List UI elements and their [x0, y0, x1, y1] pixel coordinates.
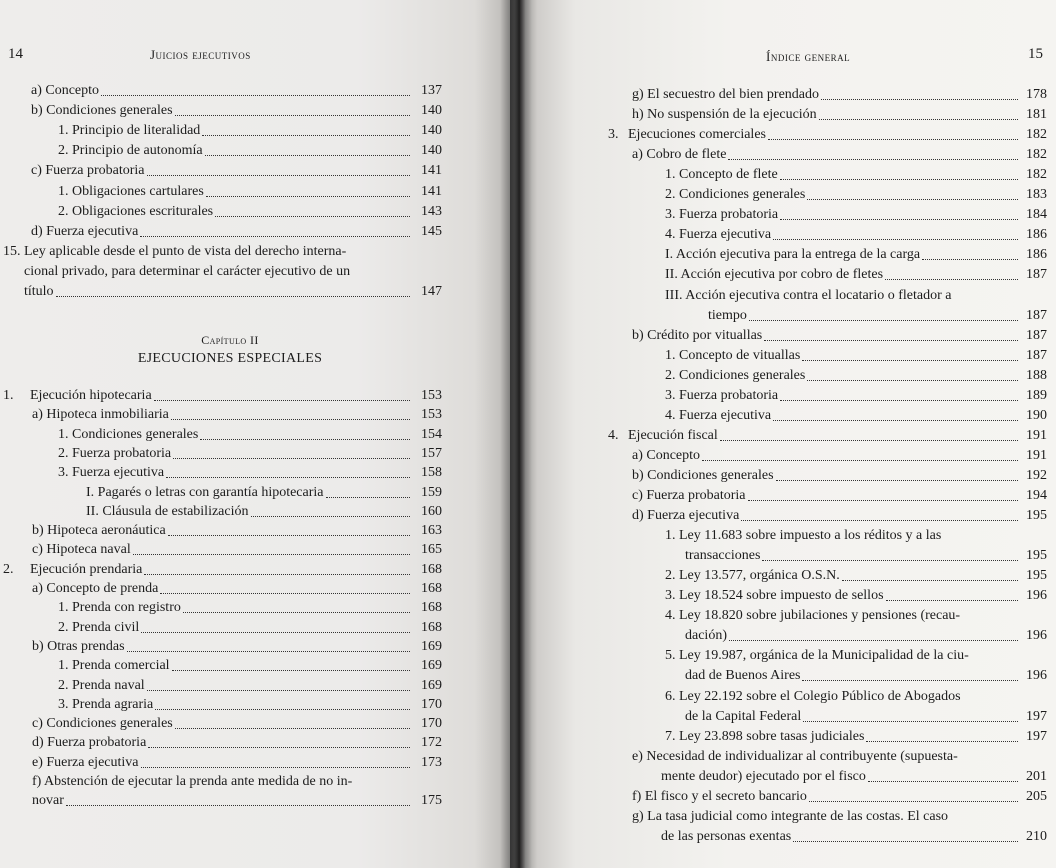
dot-leader	[171, 406, 410, 420]
toc-page-ref: 196	[1026, 628, 1047, 644]
dot-leader	[326, 484, 410, 498]
dot-leader	[168, 522, 410, 536]
toc-entry-label: b) Hipoteca aeronáutica	[32, 523, 166, 539]
toc-page-ref: 158	[421, 465, 442, 481]
toc-page-ref: 182	[1026, 127, 1047, 143]
toc-entry-label: 7. Ley 23.898 sobre tasas judiciales	[665, 728, 865, 744]
toc-page-ref: 153	[421, 388, 442, 403]
toc-entry-label: 2. Prenda civil	[58, 619, 140, 635]
running-head: Juicios ejecutivos	[150, 47, 251, 62]
toc-page-ref: 187	[1026, 327, 1047, 343]
toc-page-ref: 157	[421, 445, 442, 461]
page-number: 15	[1028, 46, 1043, 62]
toc-entry-label: 3. Ley 18.524 sobre impuesto de sellos	[665, 588, 884, 604]
dot-leader	[175, 102, 410, 116]
toc-page-ref: 192	[1026, 467, 1047, 483]
dot-leader	[886, 587, 1018, 601]
dot-leader	[172, 657, 410, 671]
toc-entry-label: c) Fuerza probatoria	[632, 488, 746, 503]
dot-leader	[773, 407, 1018, 421]
chapter-title: EJECUCIONES ESPECIALES	[137, 351, 323, 366]
dot-leader	[729, 627, 1018, 641]
dot-leader	[141, 619, 410, 633]
toc-entry-label: 2. Obligaciones escriturales	[58, 203, 214, 219]
toc-entry-label: dad de Buenos Aires	[685, 668, 801, 684]
toc-page-ref: 191	[1026, 447, 1047, 463]
dot-leader	[155, 696, 410, 710]
toc-entry-label: 6. Ley 22.192 sobre el Colegio Público de Abogados	[665, 688, 961, 704]
toc-page-ref: 194	[1026, 488, 1047, 503]
toc-page-ref: 195	[1026, 548, 1047, 564]
dot-leader	[819, 106, 1018, 120]
toc-page-ref: 165	[421, 542, 442, 558]
toc-entry-label: 1. Ley 11.683 sobre impuesto a los réditos y a las	[665, 528, 942, 544]
dot-leader	[741, 507, 1018, 521]
dot-leader	[175, 715, 410, 729]
toc-entry-label: tiempo	[708, 307, 747, 323]
toc-entry-label: 3. Fuerza probatoria	[665, 207, 779, 223]
dot-leader	[842, 567, 1018, 581]
toc-entry-label: a) Concepto de prenda	[32, 581, 159, 596]
chapter-label: Capítulo II	[201, 333, 259, 347]
toc-entry-label: II. Cláusula de estabilización	[86, 503, 249, 519]
dot-leader	[206, 183, 410, 197]
toc-page-ref: 163	[421, 523, 442, 539]
dot-leader	[780, 387, 1018, 401]
toc-entry-label: f) El fisco y el secreto bancario	[632, 788, 807, 804]
toc-entry-label: 1. Condiciones generales	[58, 426, 199, 442]
dot-leader	[821, 86, 1018, 100]
toc-entry-label: 2. Condiciones generales	[665, 367, 806, 383]
toc-entry-label: mente deudor) ejecutado por el fisco	[661, 768, 866, 784]
dot-leader	[66, 792, 410, 806]
toc-entry-label: 5. Ley 19.987, orgánica de la Municipalidad de la ciu-	[665, 648, 969, 664]
toc-entry-label: transacciones	[685, 548, 761, 564]
toc-page-ref: 140	[421, 123, 442, 139]
toc-entry-label: a) Concepto	[31, 83, 100, 98]
toc-page-ref: 168	[421, 619, 442, 635]
dot-leader	[154, 387, 410, 401]
toc-page-ref: 195	[1026, 508, 1047, 524]
dot-leader	[748, 487, 1019, 501]
dot-leader	[780, 166, 1018, 180]
toc-entry-label: b) Condiciones generales	[31, 103, 173, 119]
dot-leader	[885, 266, 1018, 280]
dot-leader	[866, 728, 1018, 742]
toc-entry-label: 2. Ley 13.577, orgánica O.S.N.	[665, 568, 840, 584]
toc-entry-label: d) Fuerza ejecutiva	[31, 223, 139, 239]
toc-entry-label: c) Fuerza probatoria	[31, 163, 145, 179]
dot-leader	[749, 307, 1018, 321]
toc-page-ref: 168	[421, 600, 442, 616]
toc-page-ref: 210	[1026, 828, 1047, 844]
toc-page-ref: 160	[421, 503, 442, 519]
toc-entry-label: 1. Obligaciones cartulares	[58, 183, 204, 199]
toc-entry-label: 1. Prenda comercial	[58, 658, 170, 674]
toc-entry-label: b) Otras prendas	[32, 638, 125, 654]
toc-page-ref: 188	[1026, 367, 1047, 383]
toc-page-ref: 153	[421, 407, 442, 423]
dot-leader	[793, 828, 1018, 842]
toc-page-ref: 143	[421, 203, 442, 219]
toc-page-ref: 196	[1026, 588, 1047, 604]
toc-page-ref: 187	[1026, 307, 1047, 323]
toc-entry-label: d) Fuerza probatoria	[32, 735, 147, 751]
toc-entry-label: d) Fuerza ejecutiva	[632, 508, 740, 524]
toc-page-ref: 141	[421, 163, 442, 179]
dot-leader	[807, 367, 1018, 381]
toc-entry-number: 2.	[3, 561, 14, 577]
toc-entry-label: 3. Fuerza probatoria	[665, 387, 779, 403]
toc-entry-label: I. Acción ejecutiva para la entrega de la carga	[665, 247, 921, 263]
dot-leader	[251, 503, 411, 517]
toc-page-ref: 197	[1026, 708, 1047, 724]
dot-leader	[802, 347, 1018, 361]
toc-page-ref: 187	[1026, 267, 1047, 283]
toc-entry-label: de las personas exentas	[661, 828, 792, 844]
toc-entry-label: dación)	[685, 628, 727, 644]
toc-entry-label: novar	[32, 793, 64, 809]
toc-entry-number: 3.	[608, 127, 619, 143]
page-number: 14	[8, 46, 23, 62]
toc-page-ref: 168	[421, 561, 442, 577]
toc-entry-label: III. Acción ejecutiva contra el locatario o fletador a	[665, 287, 952, 303]
dot-leader	[166, 464, 410, 478]
dot-leader	[922, 246, 1018, 260]
toc-entry-label: 4. Ley 18.820 sobre jubilaciones y pensiones (recau-	[665, 608, 961, 624]
toc-page-ref: 172	[421, 735, 442, 751]
toc-page-ref: 147	[421, 284, 442, 299]
toc-page-ref: 159	[421, 484, 442, 500]
dot-leader	[776, 467, 1018, 481]
toc-entry-label: g) El secuestro del bien prendado	[632, 87, 819, 102]
toc-entry-number: 15.	[3, 243, 21, 259]
book-gutter	[500, 0, 532, 868]
toc-entry-label: Ejecución hipotecaria	[30, 388, 152, 403]
toc-entry-label: c) Hipoteca naval	[32, 542, 131, 558]
dot-leader	[762, 547, 1018, 561]
dot-leader	[773, 226, 1018, 240]
toc-entry-label: e) Necesidad de individualizar al contribuyente (supuesta-	[632, 748, 958, 764]
dot-leader	[148, 734, 410, 748]
toc-page-ref: 154	[421, 426, 442, 442]
toc-entry-label: h) No suspensión de la ejecución	[632, 107, 817, 123]
toc-page-ref: 181	[1026, 107, 1047, 123]
toc-page-ref: 186	[1026, 247, 1047, 263]
toc-entry-label: a) Cobro de flete	[632, 147, 727, 163]
toc-entry-label: Ley aplicable desde el punto de vista del derecho interna-	[24, 243, 347, 259]
dot-leader	[802, 667, 1018, 681]
dot-leader	[133, 541, 410, 555]
dot-leader	[140, 223, 410, 237]
toc-page-ref: 141	[421, 183, 442, 199]
toc-entry-label: 1. Principio de literalidad	[58, 123, 201, 139]
dot-leader	[202, 122, 410, 136]
dot-leader	[56, 283, 410, 297]
toc-page-ref: 140	[421, 143, 442, 159]
toc-entry-label: Ejecuciones comerciales	[628, 127, 766, 143]
dot-leader	[173, 445, 410, 459]
running-head: Índice general	[766, 49, 851, 64]
toc-page-ref: 187	[1026, 347, 1047, 363]
toc-entry-label: Ejecución prendaria	[30, 561, 143, 577]
toc-page-ref: 140	[421, 103, 442, 119]
toc-entry-label: b) Crédito por vituallas	[632, 327, 763, 343]
toc-entry-label: c) Condiciones generales	[32, 716, 173, 732]
toc-page-ref: 182	[1026, 147, 1047, 163]
toc-page-ref: 170	[421, 696, 442, 712]
toc-entry-label: a) Concepto	[632, 447, 701, 463]
toc-page-ref: 191	[1026, 427, 1047, 443]
dot-leader	[144, 561, 410, 575]
toc-entry-label: e) Fuerza ejecutiva	[32, 754, 139, 770]
toc-entry-number: 1.	[3, 388, 14, 403]
toc-entry-label: título	[24, 284, 54, 299]
toc-page-ref: 168	[421, 581, 442, 596]
dot-leader	[809, 788, 1018, 802]
toc-page-ref: 145	[421, 223, 442, 239]
toc-page-ref: 183	[1026, 187, 1047, 203]
toc-entry-label: 2. Condiciones generales	[665, 187, 806, 203]
toc-page-ref: 197	[1026, 728, 1047, 744]
toc-entry-label: 4. Fuerza ejecutiva	[665, 407, 772, 423]
dot-leader	[205, 142, 410, 156]
dot-leader	[780, 206, 1018, 220]
toc-entry-label: 3. Prenda agraria	[58, 696, 154, 712]
dot-leader	[147, 162, 411, 176]
dot-leader	[803, 708, 1018, 722]
toc-entry-label: b) Condiciones generales	[632, 467, 774, 483]
dot-leader	[728, 146, 1018, 160]
dot-leader	[183, 599, 410, 613]
toc-page-ref: 173	[421, 754, 442, 770]
toc-page-ref: 169	[421, 638, 442, 654]
left-page	[0, 0, 510, 868]
toc-page-ref: 186	[1026, 227, 1047, 243]
toc-page-ref: 170	[421, 716, 442, 732]
toc-entry-label: II. Acción ejecutiva por cobro de fletes	[665, 267, 884, 283]
dot-leader	[807, 186, 1018, 200]
dot-leader	[200, 426, 410, 440]
dot-leader	[764, 327, 1018, 341]
dot-leader	[101, 82, 410, 96]
toc-entry-label: Ejecución fiscal	[628, 427, 718, 443]
toc-page-ref: 201	[1026, 768, 1047, 784]
toc-entry-label: 2. Fuerza probatoria	[58, 445, 172, 461]
toc-entry-label: 2. Prenda naval	[58, 677, 145, 693]
dot-leader	[160, 580, 410, 594]
dot-leader	[768, 126, 1018, 140]
toc-entry-label: f) Abstención de ejecutar la prenda ante medida de no in-	[32, 774, 353, 789]
right-page	[510, 0, 1056, 868]
toc-entry-label: 3. Fuerza ejecutiva	[58, 465, 165, 481]
dot-leader	[720, 427, 1018, 441]
toc-entry-label: 1. Prenda con registro	[58, 600, 181, 616]
toc-page-ref: 182	[1026, 167, 1047, 183]
toc-entry-label: I. Pagarés o letras con garantía hipotecaria	[86, 484, 324, 500]
toc-page-ref: 137	[421, 83, 442, 98]
toc-page-ref: 189	[1026, 387, 1047, 403]
toc-entry-label: cional privado, para determinar el carácter ejecutivo de un	[24, 263, 351, 279]
toc-page-ref: 190	[1026, 407, 1047, 423]
toc-page-ref: 196	[1026, 668, 1047, 684]
toc-page-ref: 175	[421, 793, 442, 809]
toc-page-ref: 169	[421, 677, 442, 693]
toc-entry-label: 2. Principio de autonomía	[58, 143, 203, 159]
dot-leader	[215, 203, 410, 217]
toc-entry-label: a) Hipoteca inmobiliaria	[32, 407, 169, 423]
toc-entry-label: 1. Concepto de flete	[665, 167, 778, 183]
dot-leader	[868, 768, 1018, 782]
dot-leader	[147, 677, 410, 691]
toc-page-ref: 205	[1026, 788, 1047, 804]
toc-entry-label: 4. Fuerza ejecutiva	[665, 227, 772, 243]
toc-page-ref: 169	[421, 658, 442, 674]
toc-entry-label: g) La tasa judicial como integrante de las costas. El caso	[632, 808, 949, 824]
dot-leader	[127, 638, 410, 652]
toc-entry-label: 1. Concepto de vituallas	[665, 347, 801, 363]
dot-leader	[141, 754, 411, 768]
toc-entry-label: de la Capital Federal	[685, 708, 802, 724]
toc-page-ref: 178	[1026, 87, 1047, 102]
toc-page-ref: 195	[1026, 568, 1047, 584]
toc-entry-number: 4.	[608, 427, 619, 443]
dot-leader	[702, 447, 1018, 461]
toc-page-ref: 184	[1026, 207, 1047, 223]
